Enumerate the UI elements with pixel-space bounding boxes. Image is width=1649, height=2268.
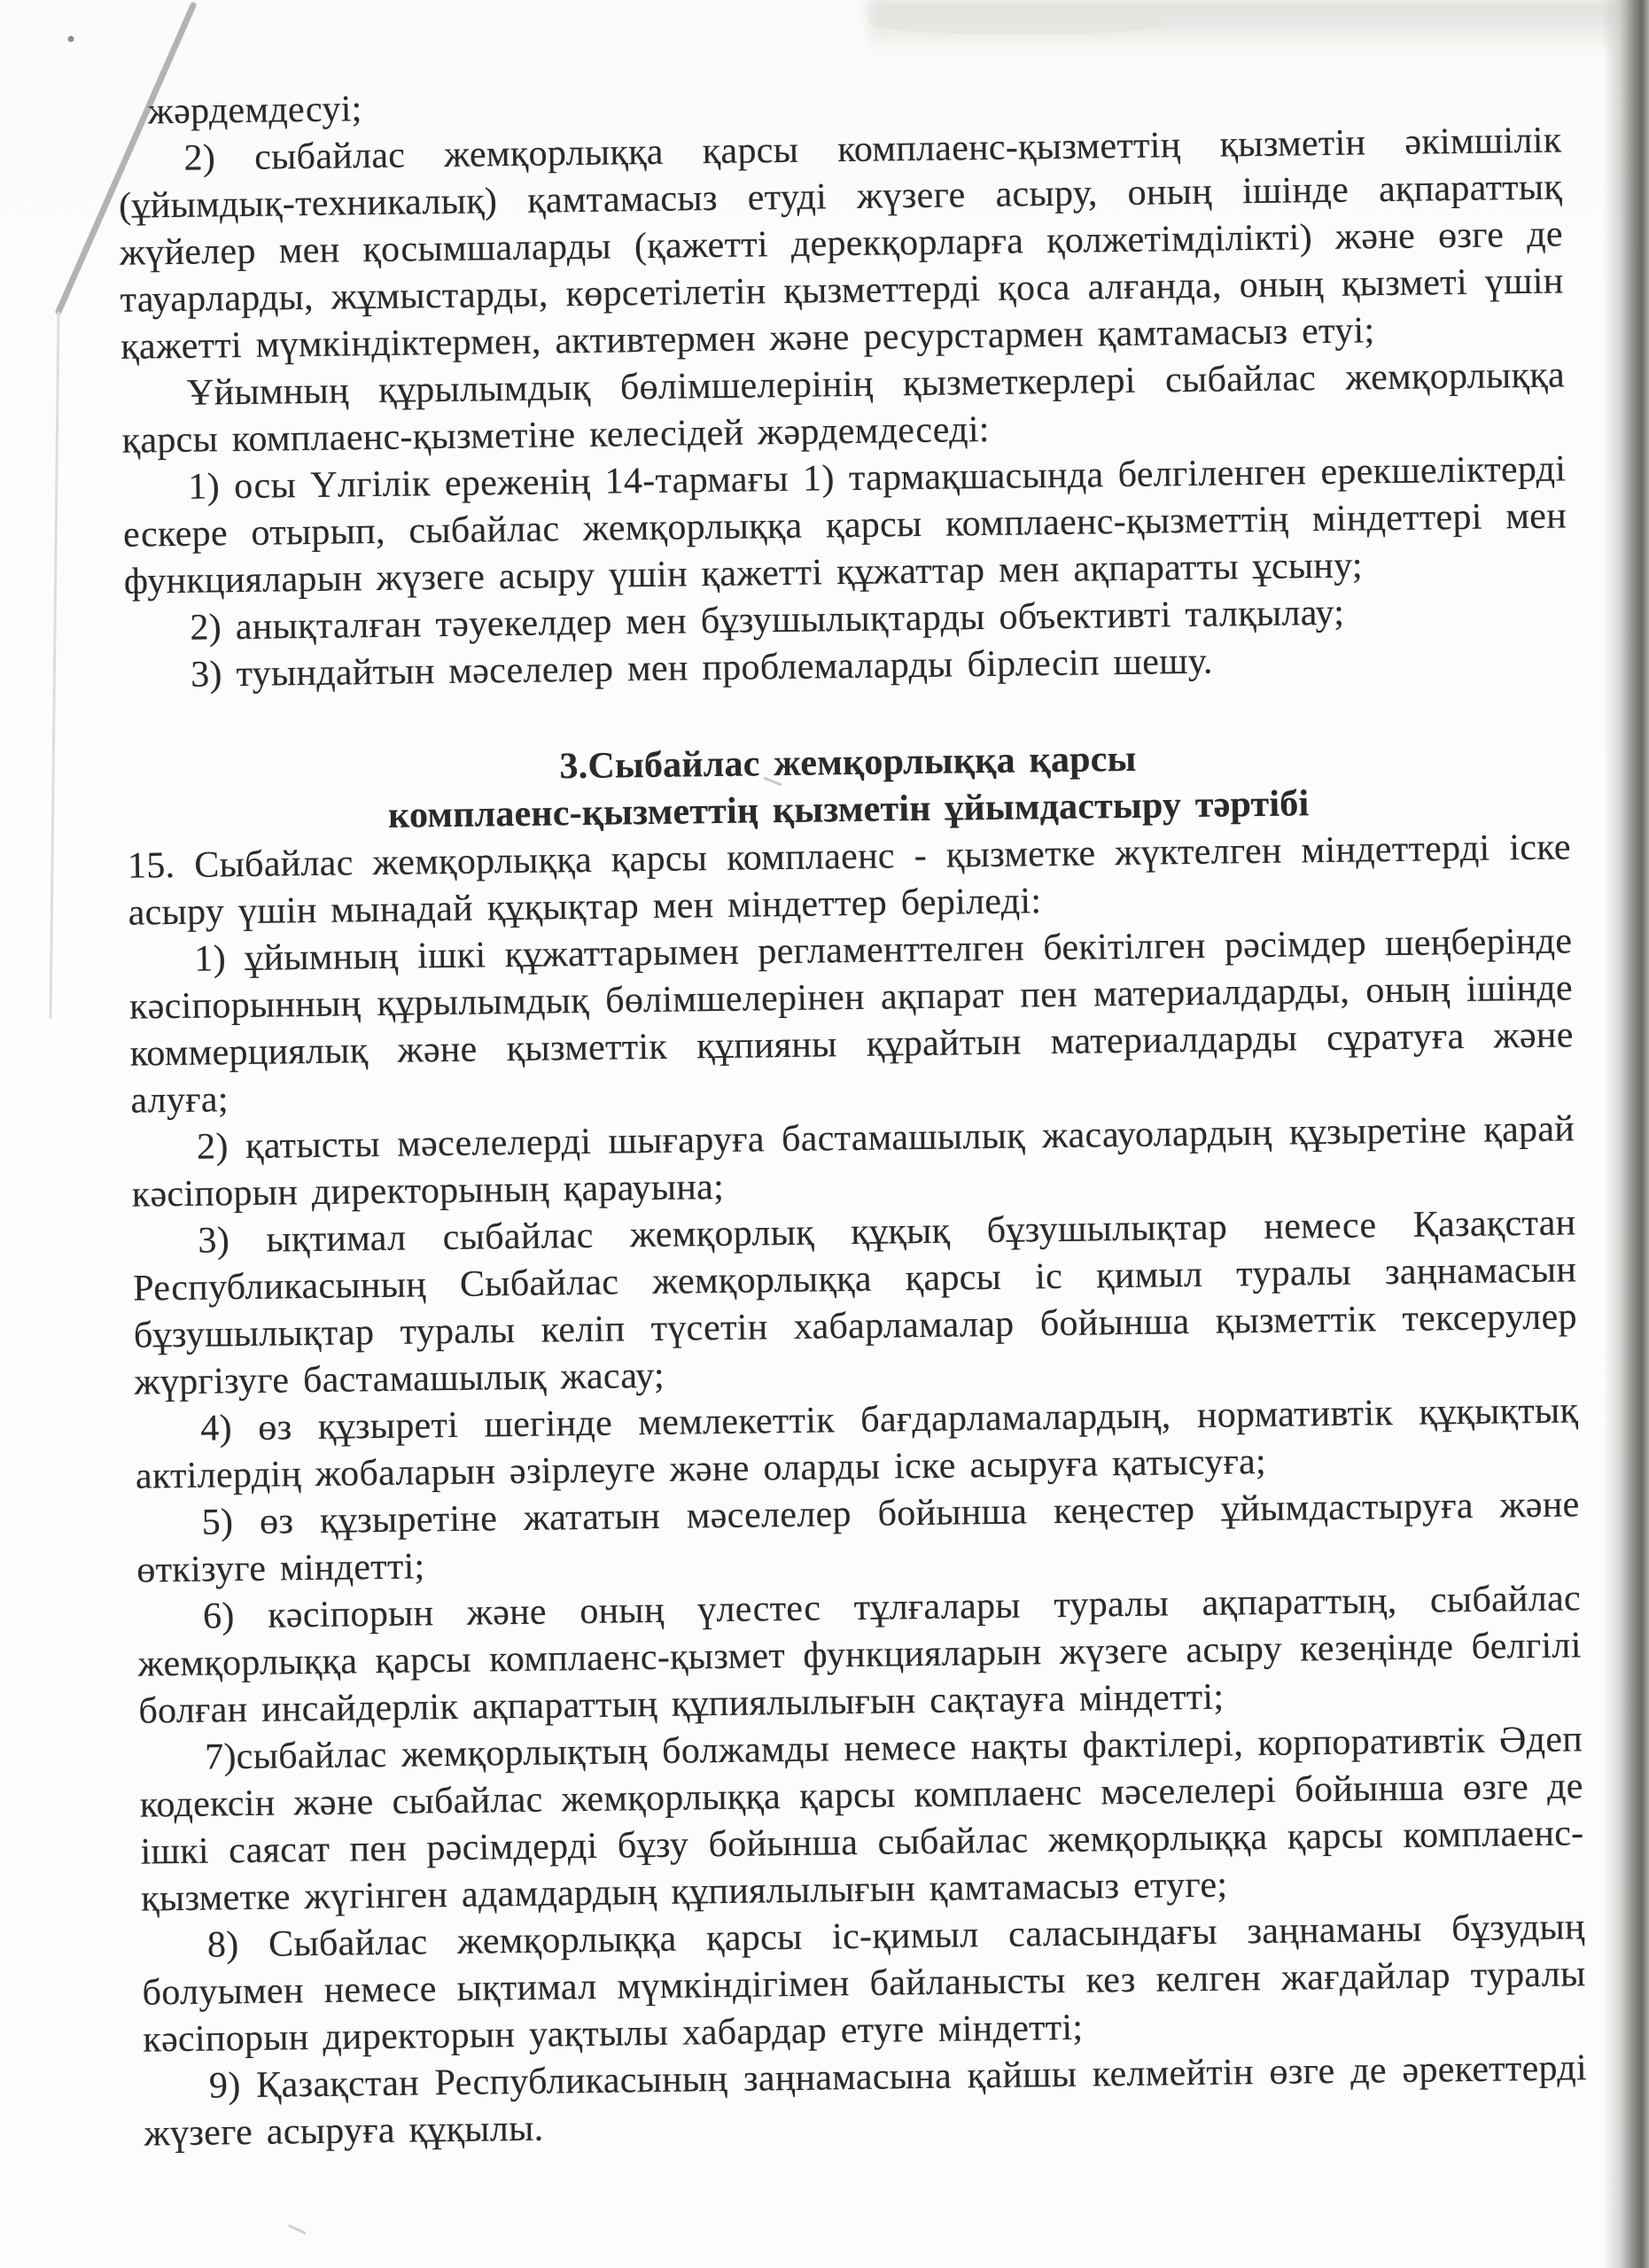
section-heading-line: 3.Сыбайлас жемқорлыққа қарсы xyxy=(559,738,1137,788)
paragraph: 2) қатысты мәселелерді шығаруға бастамашылық жасауолардың құзыретіне қарай кәсіпорын директорының қарауына; xyxy=(131,1108,1575,1216)
scan-top-smudge xyxy=(868,0,1617,57)
page-fold-line-faint xyxy=(51,312,58,1019)
paragraph: 9) Қазақстан Республикасының заңнамасына қайшы келмейтін өзге де әрекеттерді жүзеге асыруға құқылы. xyxy=(144,2047,1588,2155)
paragraph: 2) сыбайлас жемқорлыққа қарсы комплаенс-қызметтің қызметін әкімшілік (ұйымдық-техникалық) қамтамасыз етуді жүзеге асыру, оның ішінде ақпараттық жүйелер мен қосымшаларды (қажетті дерекқорларға қолжетімділікті) және өзге де тауарларды, жұмыстарды, көрсетілетін қызметтерді қоса алғанда, оның қызметі үшін қажетті мүмкіндіктермен, активтермен және ресурстармен қамтамасыз етуі; xyxy=(118,120,1564,368)
paragraph: 1) осы Үлгілік ереженің 14-тармағы 1) тармақшасында белгіленген ерекшеліктерді ескере отырып, сыбайлас жемқорлыққа қарсы комплаенс-қызметтің міндеттері мен функцияларын жүзеге асыру үшін қажетті құжаттар мен ақпаратты ұсыну; xyxy=(122,448,1567,602)
scan-speck xyxy=(289,2225,306,2233)
paragraph: 1) ұйымның ішкі құжаттарымен регламенттелген бекітілген рәсімдер шеңберінде кәсіпорынның құрылымдық бөлімшелерінен ақпарат пен материалдарды, оның ішінде коммерциялық және қызметтік құпияны құрайтын материалдарды сұратуға және алуға; xyxy=(128,920,1574,1122)
paragraph: 8) Сыбайлас жемқорлыққа қарсы іс-қимыл саласындағы заңнаманы бұзудың болуымен немесе ықтимал мүмкіндігімен байланысты кез келген жағдайлар туралы кәсіпорын директорын уақтылы хабардар етуге міндетті; xyxy=(142,1907,1586,2061)
section-heading-line: комплаенс-қызметтің қызметін ұйымдастыру тәртібі xyxy=(387,783,1310,836)
paragraph: жәрдемдесуі; xyxy=(147,89,362,133)
paragraph: 3) ықтимал сыбайлас жемқорлық құқық бұзушылықтар немесе Қазақстан Республикасының Сыбайлас жемқорлыққа қарсы іс қимыл туралы заңнамасын бұзушылықтар туралы келіп түсетін хабарламалар бойынша қызметтік тексерулер жүргізуге бастамашылық жасау; xyxy=(132,1202,1578,1403)
scan-speck xyxy=(68,36,74,43)
paragraph: 5) өз құзыретіне жататын мәселелер бойынша кеңестер ұйымдастыруға және өткізуге міндетті; xyxy=(136,1484,1580,1591)
document-body xyxy=(117,70,1587,2157)
paragraph: 2) анықталған тәуекелдер мен бұзушылықтарды объективті талқылау; xyxy=(190,592,1345,649)
paragraph: 4) өз құзыреті шегінде мемлекеттік бағдарламалардың, нормативтік құқықтық актілердің жобаларын әзірлеуге және оларды іске асыруға қатысуға; xyxy=(135,1390,1579,1497)
paragraph: 3) туындайтын мәселелер мен проблемаларды бірлесіп шешу. xyxy=(190,641,1213,695)
paragraph: 6) кәсіпорын және оның үлестес тұлғалары туралы ақпараттың, сыбайлас жемқорлыққа қарсы комплаенс-қызмет функцияларын жүзеге асыру кезеңінде белгілі болған инсайдерлік ақпараттың құпиялылығын сақтауға міндетті; xyxy=(137,1578,1582,1732)
paragraph: Ұйымның құрылымдық бөлімшелерінің қызметкерлері сыбайлас жемқорлыққа қарсы комплаенс-қызметіне келесідей жәрдемдеседі: xyxy=(121,354,1566,462)
paragraph: 7)сыбайлас жемқорлықтың болжамды немесе нақты фактілері, корпоративтік Әдеп кодексін және сыбайлас жемқорлыққа қарсы комплаенс мәселелері бойынша өзге де ішкі саясат пен рәсімдерді бұзу бойынша сыбайлас жемқорлыққа қарсы комплаенс-қызметке жүгінген адамдардың құпиялылығын қамтамасыз етуге; xyxy=(139,1719,1584,1920)
paragraph: 15. Сыбайлас жемқорлыққа қарсы комплаенс - қызметке жүктелген міндеттерді іске асыру үшін мынадай құқықтар мен міндеттер беріледі: xyxy=(127,827,1572,934)
scan-right-edge-shadow xyxy=(1603,0,1649,2268)
